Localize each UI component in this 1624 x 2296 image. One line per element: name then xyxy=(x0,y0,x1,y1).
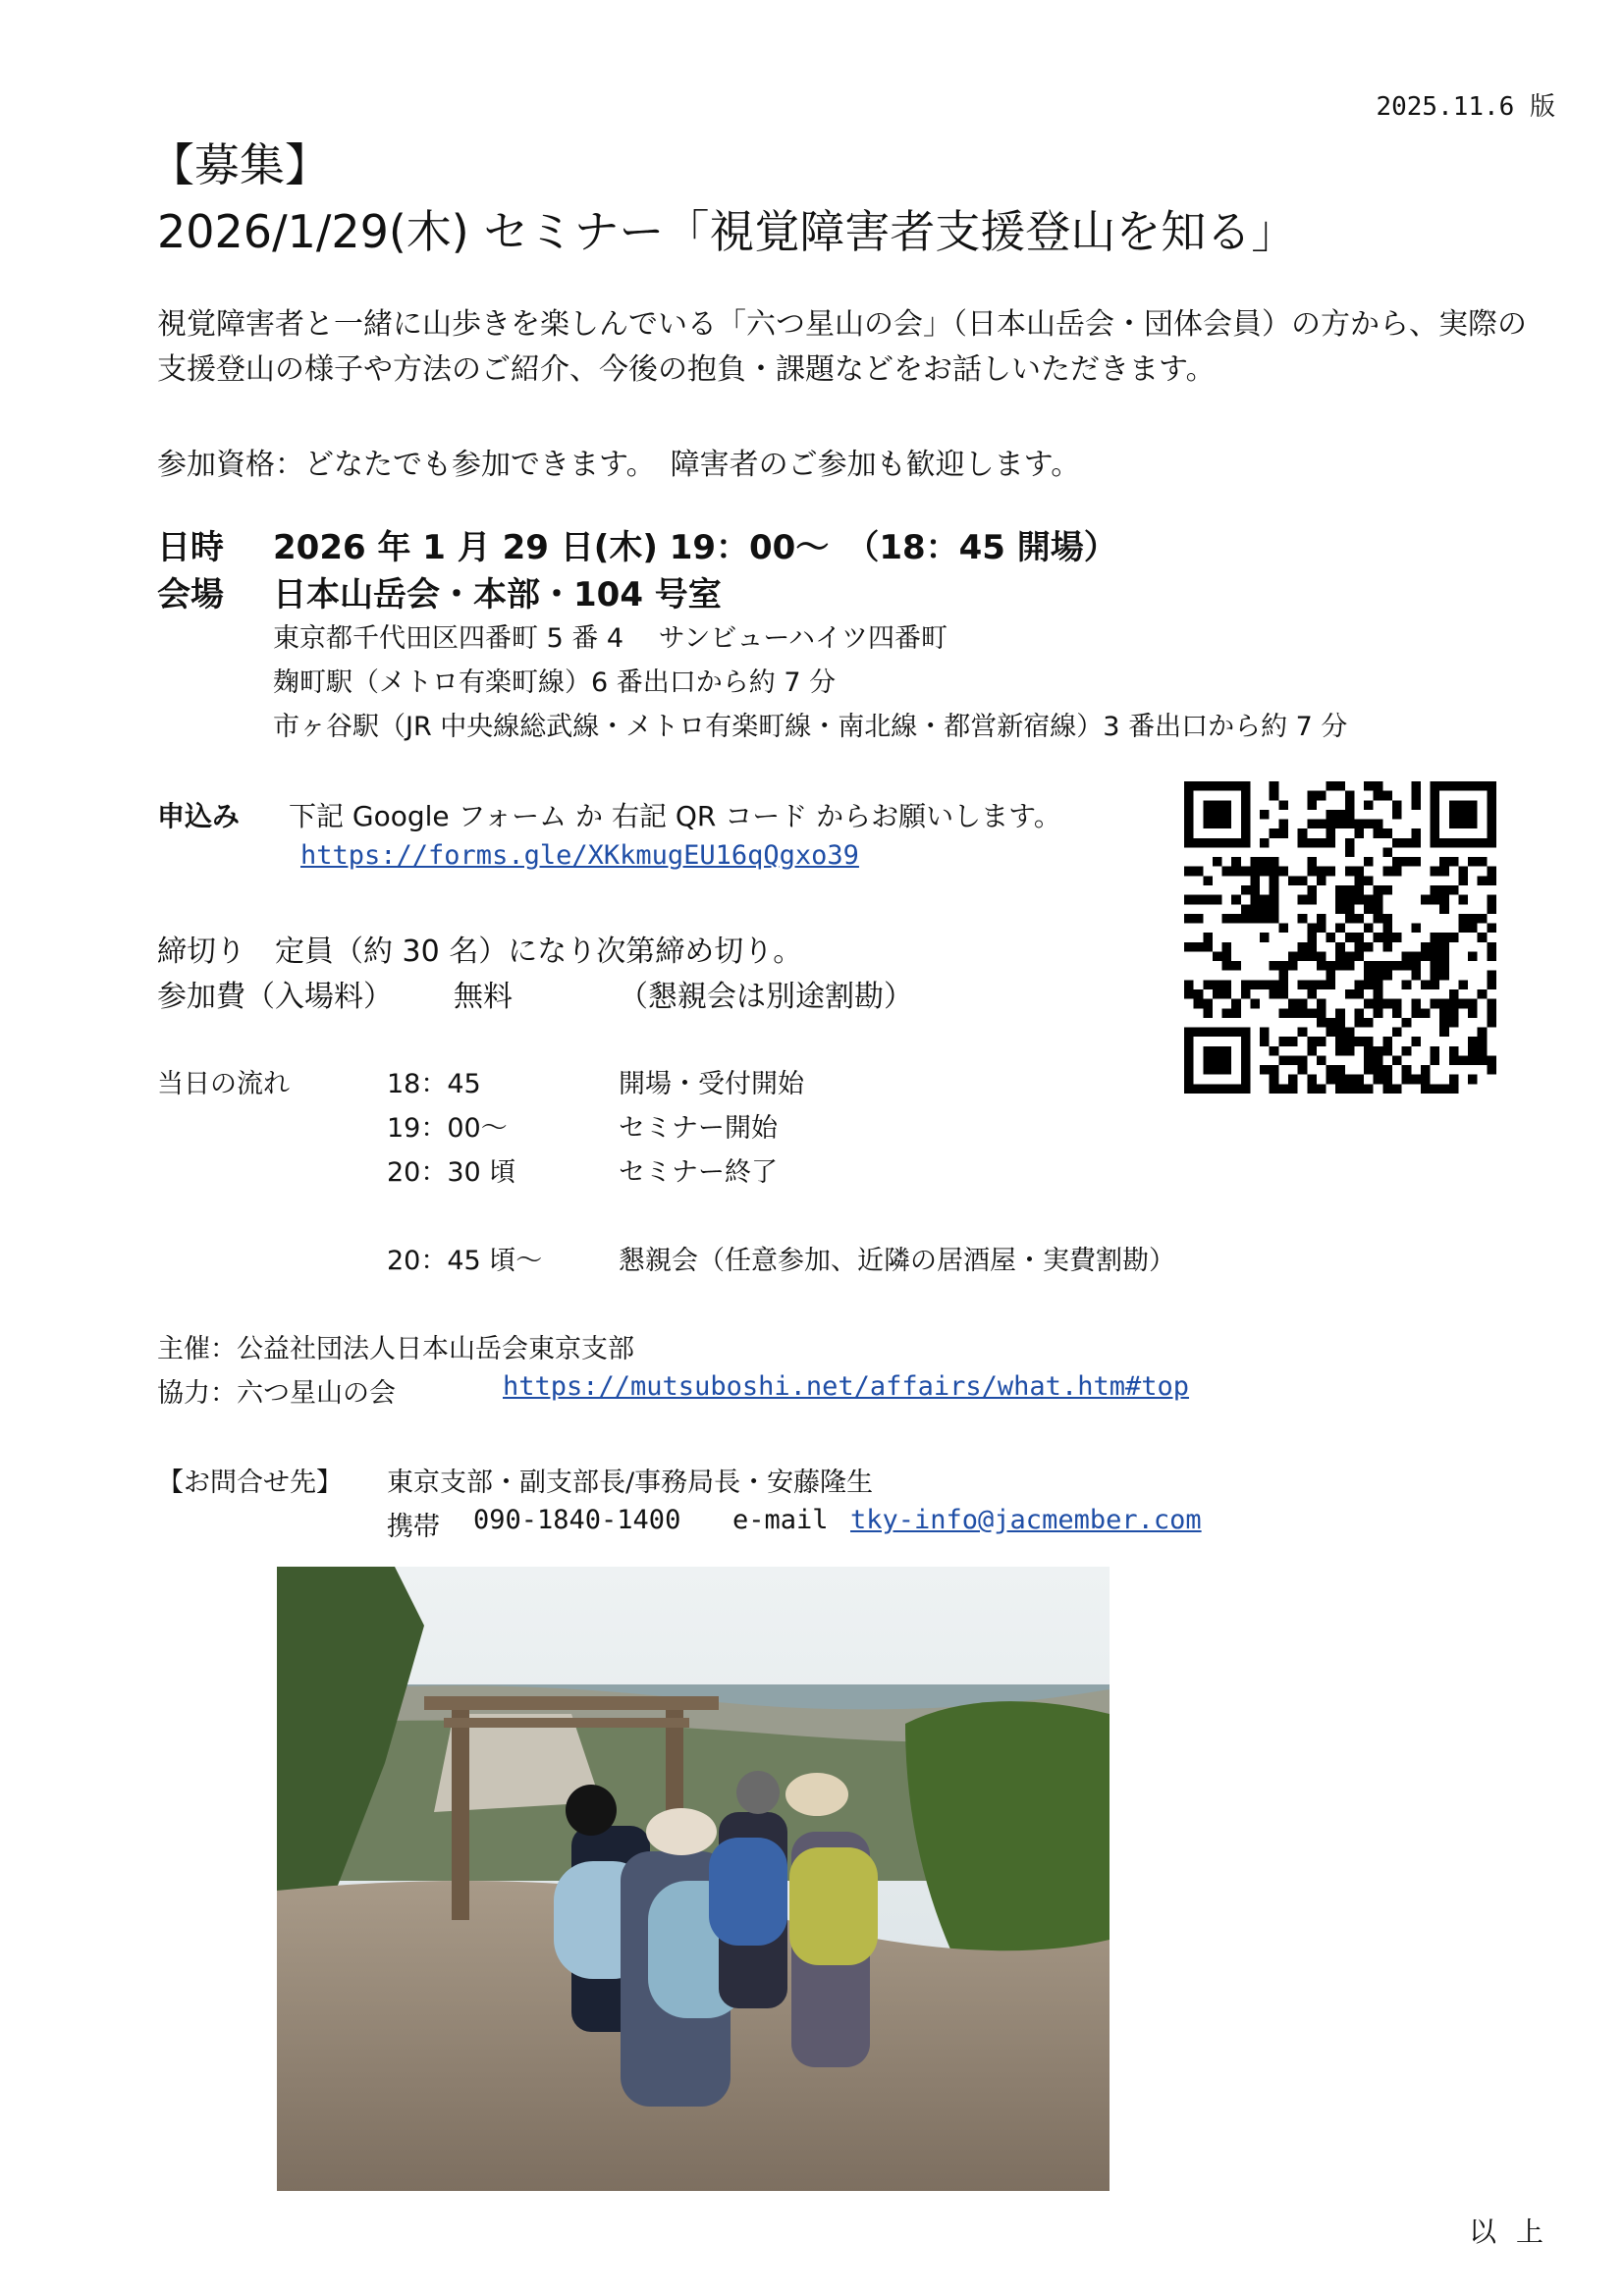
schedule-event: セミナー終了 xyxy=(619,1157,778,1188)
apply-text: 下記 Google フォーム か 右記 QR コード からお願いします。 xyxy=(289,800,1061,832)
schedule-time: 19：00〜 xyxy=(387,1113,508,1144)
venue-access-kojimachi: 麹町駅（メトロ有楽町線）6 番出口から約 7 分 xyxy=(273,667,837,698)
apply-form-link[interactable]: https://forms.gle/XKkmugEU16qQgxo39 xyxy=(300,840,859,871)
contact-person: 東京支部・副支部長/事務局長・安藤隆生 xyxy=(387,1468,874,1498)
fee-value: 無料 xyxy=(454,980,513,1014)
eligibility-text: 参加資格：どなたでも参加できます。 障害者のご参加も歓迎します。 xyxy=(157,448,1081,482)
venue-value: 日本山岳会・本部・104 号室 xyxy=(273,575,722,614)
version-label: 2025.11.6 版 xyxy=(1376,92,1555,122)
datetime-label: 日時 xyxy=(157,528,224,567)
cooperation-link[interactable]: https://mutsuboshi.net/affairs/what.htm#top xyxy=(503,1371,1189,1402)
page-title: 2026/1/29(木) セミナー「視覚障害者支援登山を知る」 xyxy=(157,205,1297,258)
schedule-event: 開場・受付開始 xyxy=(619,1069,804,1099)
contact-phone-label: 携帯 xyxy=(387,1512,440,1542)
qr-code xyxy=(1184,781,1496,1094)
venue-address: 東京都千代田区四番町 5 番 4 サンビューハイツ四番町 xyxy=(273,623,947,654)
schedule-event: セミナー開始 xyxy=(619,1113,778,1144)
organizer-text: 主催：公益社団法人日本山岳会東京支部 xyxy=(157,1334,634,1364)
schedule-event: 懇親会（任意参加、近隣の居酒屋・実費割勘） xyxy=(619,1246,1175,1276)
recruit-heading: 【募集】 xyxy=(149,138,330,191)
venue-label: 会場 xyxy=(157,575,224,614)
contact-email-link[interactable]: tky-info@jacmember.com xyxy=(850,1505,1202,1535)
schedule-label: 当日の流れ xyxy=(157,1069,290,1099)
fee-label: 参加費（入場料） xyxy=(157,980,393,1014)
cooperation-label: 協力：六つ星山の会 xyxy=(157,1378,396,1409)
contact-label: 【お問合せ先】 xyxy=(157,1468,343,1498)
contact-phone: 090-1840-1400 xyxy=(473,1505,681,1535)
end-mark: 以上 xyxy=(1468,2216,1563,2248)
intro-paragraph: 視覚障害者と一緒に山歩きを楽しんでいる「六つ星山の会」（日本山岳会・団体会員）の方から、実際の支援登山の様子や方法のご紹介、今後の抱負・課題などをお話しいただきます。 xyxy=(157,307,1527,387)
apply-label: 申込み xyxy=(157,800,241,832)
schedule-time: 20：30 頃 xyxy=(387,1157,516,1188)
venue-access-ichigaya: 市ヶ谷駅（JR 中央線総武線・メトロ有楽町線・南北線・都営新宿線）3 番出口から約 7 分 xyxy=(273,712,1348,742)
hiking-photo xyxy=(277,1567,1110,2191)
schedule-time: 18：45 xyxy=(387,1069,481,1099)
deadline-text: 締切り 定員（約 30 名）になり次第締め切り。 xyxy=(157,934,803,969)
contact-email-label: e-mail xyxy=(732,1505,829,1535)
datetime-value: 2026 年 1 月 29 日(木) 19：00〜 （18：45 開場） xyxy=(273,528,1117,567)
fee-note: （懇親会は別途割勘） xyxy=(619,980,913,1014)
schedule-time: 20：45 頃〜 xyxy=(387,1246,543,1276)
